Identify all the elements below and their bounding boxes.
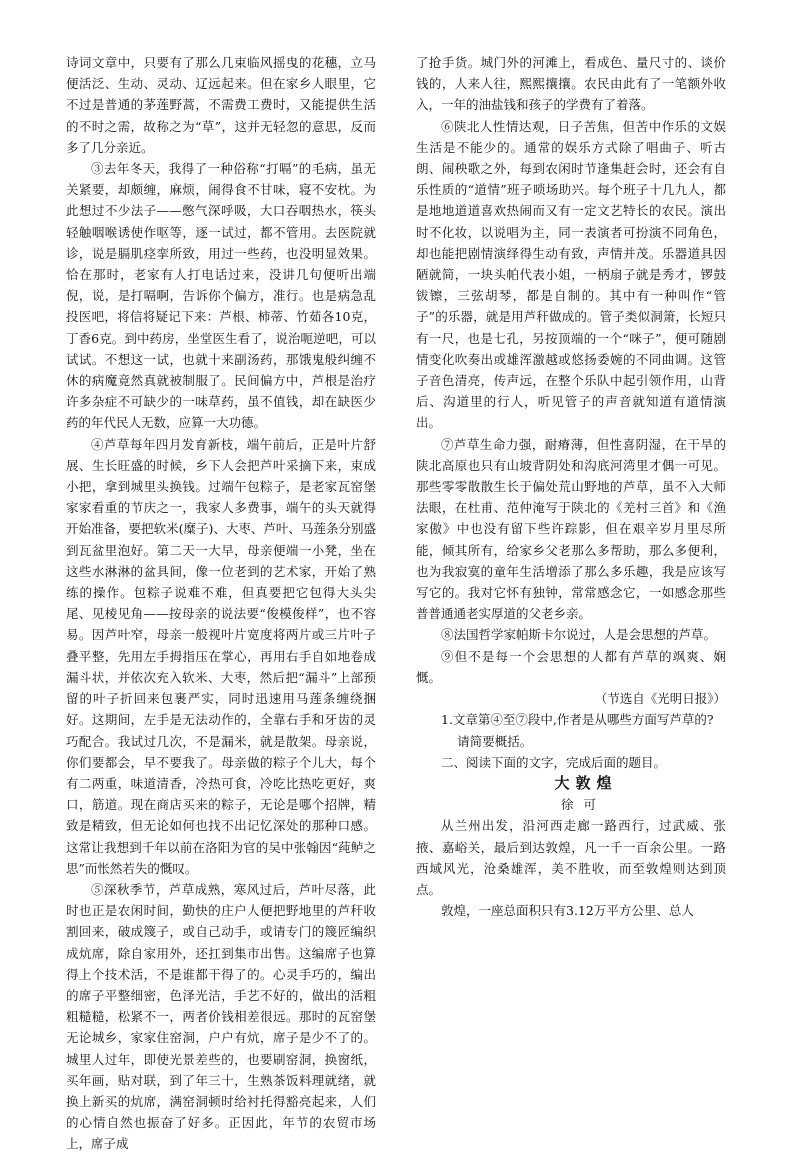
essay-paragraph: ⑨但不是每一个会思想的人都有芦草的飒爽、娴慨。 bbox=[416, 648, 726, 685]
essay-source: （节选自《光明日报》） bbox=[594, 691, 726, 707]
article-title: 大敦煌 bbox=[554, 773, 618, 792]
question-1-line1: 1.文章第④至⑦段中,作者是从哪些方面写芦草的? bbox=[441, 712, 714, 728]
essay-paragraph: 了抢手货。城门外的河滩上，看成色、量尺寸的、谈价钱的，人来人往，熙熙攘攘。农民由此有了一笔额外收入，一年的油盐钱和孩子的学费有了着落。 bbox=[416, 55, 726, 113]
essay-paragraph: ④芦草每年四月发育新枝，端午前后，正是叶片舒展、生长旺盛的时候，乡下人会把芦叶采摘下来，束成小把，拿到城里头换钱。过端午包粽子，是老家瓦窑堡家家看重的节庆之一，我家人多费事，端午的头天就得开始准备，要把软米(糜子)、大枣、芦叶、马莲条分别盛到瓦盆里泡好。第二天一大早，母亲便端一小凳，坐在这些水淋淋的盆具间，像一位老到的艺术家，开始了熟练的操作。包粽子说难不难，但真要把它包得大头尖尾、见棱见角——按母亲的说法要“俊模俊样”，也不容易。因芦叶窄，母亲一般视叶片宽度将两片或三片叶子叠平整，先用左手拇指压在掌心，再用右手自如地卷成漏斗状，并依次充入软米、大枣，然后把“漏斗”上部预留的叶子折回来包裹严实，同时迅速用马莲条缠绕捆好。这期间，左手是无法动作的，全靠右手和牙齿的灵巧配合。我试过几次，不是漏米，就是散架。母亲说，你们要都会，早不要我了。母亲做的粽子个儿大，每个有二两重，味道清香，冷热可食，冷吃比热吃更好，爽口，筋道。现在商店买来的粽子，无论是哪个招牌，精致是精致，但无论如何也找不出记忆深处的那种口感。这常让我想到千年以前在洛阳为官的吴中张翰因“莼鲈之思”而怅然若失的慨叹。 bbox=[66, 436, 376, 876]
section-heading: 二、阅读下面的文字，完成后面的题目。 bbox=[441, 754, 667, 770]
essay-paragraph: ⑥陕北人性情达观，日子苦焦，但苦中作乐的文娱生活是不能少的。通常的娱乐方式除了唱曲子、听古朗、闹秧歌之外，每到农闲时节逢集赶会时，还会有自乐性质的“道情”班子唢场助兴。每个班子十几九人，都是地地道道喜欢热闹而又有一定文艺特长的农民。演出时不化妆，以说唱为主，同一表演者可扮演不同角色，却也能把剧情演绎得生动有致，声情并茂。乐器道具因陋就简，一块头帕代表小姐，一柄扇子就是秀才，锣鼓钹镲，三弦胡琴，都是自制的。其中有一种叫作“管子”的乐器，就是用芦秆做成的。管子类似洞箫，长短只有一尺，也是七孔，另按顶端的一个“咪子”，便可随剧情变化吹奏出或雄浑激越或悠扬委婉的不同曲调。这管子音色清亮，传声远，在整个乐队中起引领作用，山背后、沟道里的行人，听见管子的声音就知道有道情演出。 bbox=[416, 118, 726, 431]
question-1-line2: 请简要概括。 bbox=[457, 733, 533, 749]
essay-paragraph: ⑤深秋季节，芦草成熟，寒风过后，芦叶尽落，此时也正是农闲时间，勤快的庄户人便把野地里的芦秆收割回来，破成篾子，或自己动手，或请专门的篾匠编织成炕席，除自家用外，还扛到集市出售。这编席子也算得上个技术活，不是谁都干得了的。心灵手巧的，编出的席子平整细密，色泽光洁，手艺不好的，做出的活粗粗糙糙，松紧不一，两者价钱相差很远。那时的瓦窑堡无论城乡，家家住窑洞，户户有炕，席子是少不了的。城里人过年，即使光景差些的，也要刷窑洞，换窗纸，买年画，贴对联，到了年三十，生熟茶饭料理就绪，就换上新买的炕席，满窑洞顿时给衬托得豁亮起来，人们的心情自然也振奋了好多。正因此，年节的农贸市场上，席子成 bbox=[66, 881, 376, 1152]
essay-paragraph: ⑦芦草生命力强，耐瘠薄，但性喜阴湿，在干旱的陕北高原也只有山坡背阴处和沟底河湾里才偶一可见。那些零零散散生长于偏处荒山野地的芦草，虽不入大师法眼，在杜甫、范仲淹写于陕北的《羌村三首》和《渔家傲》中也没有留下些许踪影，但在艰辛岁月里尽所能，倾其所有，给家乡父老那么多帮助，那么多便利，也为我寂寞的童年生活增添了那么多乐趣，我是应该写写它的。我对它怀有独钟，常常感念它，一如感念那些普普通通老实厚道的父老乡亲。 bbox=[416, 436, 726, 622]
essay-paragraph: ⑧法国哲学家帕斯卡尔说过，人是会思想的芦草。 bbox=[441, 627, 717, 643]
left-column bbox=[66, 52, 376, 1155]
essay-paragraph: ③去年冬天，我得了一种俗称“打嗝”的毛病，虽无关紧要，却颇缠，麻烦，闹得食不甘味，寝不安枕。为此想过不少法子——憋气深呼吸，大口吞咽热水，筷头轻触咽喉诱使作呕等，逐一试过，都不管用。去医院就诊，说是膈肌痉挛所致，用过一些药，也没明显效果。恰在那时，老家有人打电话过来，没讲几句便听出端倪，说，是打嗝啊，告诉你个偏方，准行。也是病急乱投医吧，将信将疑记下来：芦根、柿蒂、竹茹各10克，丁香6克。到中药房，坐堂医生看了，说治呃逆吧，可以试试。不想这一试，也就十来副汤药，那饿鬼般纠缠不休的病魔竟然真就被制服了。民间偏方中，芦根是治疗许多杂症不可缺少的一味草药，虽不值钱，却在缺医少药的年代民人无数，应算一大功德。 bbox=[66, 161, 376, 431]
article-paragraph: 敦煌，一座总面积只有3.12万平方公里、总人 bbox=[441, 903, 694, 919]
article-paragraph: 从兰州出发，沿河西走廊一路西行，过武威、张掖、嘉峪关，最后到达敦煌，凡一千一百余公里。一路西域风光，沧桑雄浑，美不胜收，而至敦煌则达到顶点。 bbox=[416, 818, 726, 897]
question-1 bbox=[416, 709, 726, 751]
right-column bbox=[416, 52, 726, 921]
essay-paragraph: 诗词文章中，只要有了那么几束临风摇曳的花穗，立马便活泛、生动、灵动、辽远起来。但在家乡人眼里，它不过是普通的茅莲野蒿，不需费工费时，又能提供生活的不时之需，故称之为“草”，这并无轻忽的意思，反而多了几分亲近。 bbox=[66, 55, 376, 155]
article-author: 徐可 bbox=[560, 797, 606, 813]
